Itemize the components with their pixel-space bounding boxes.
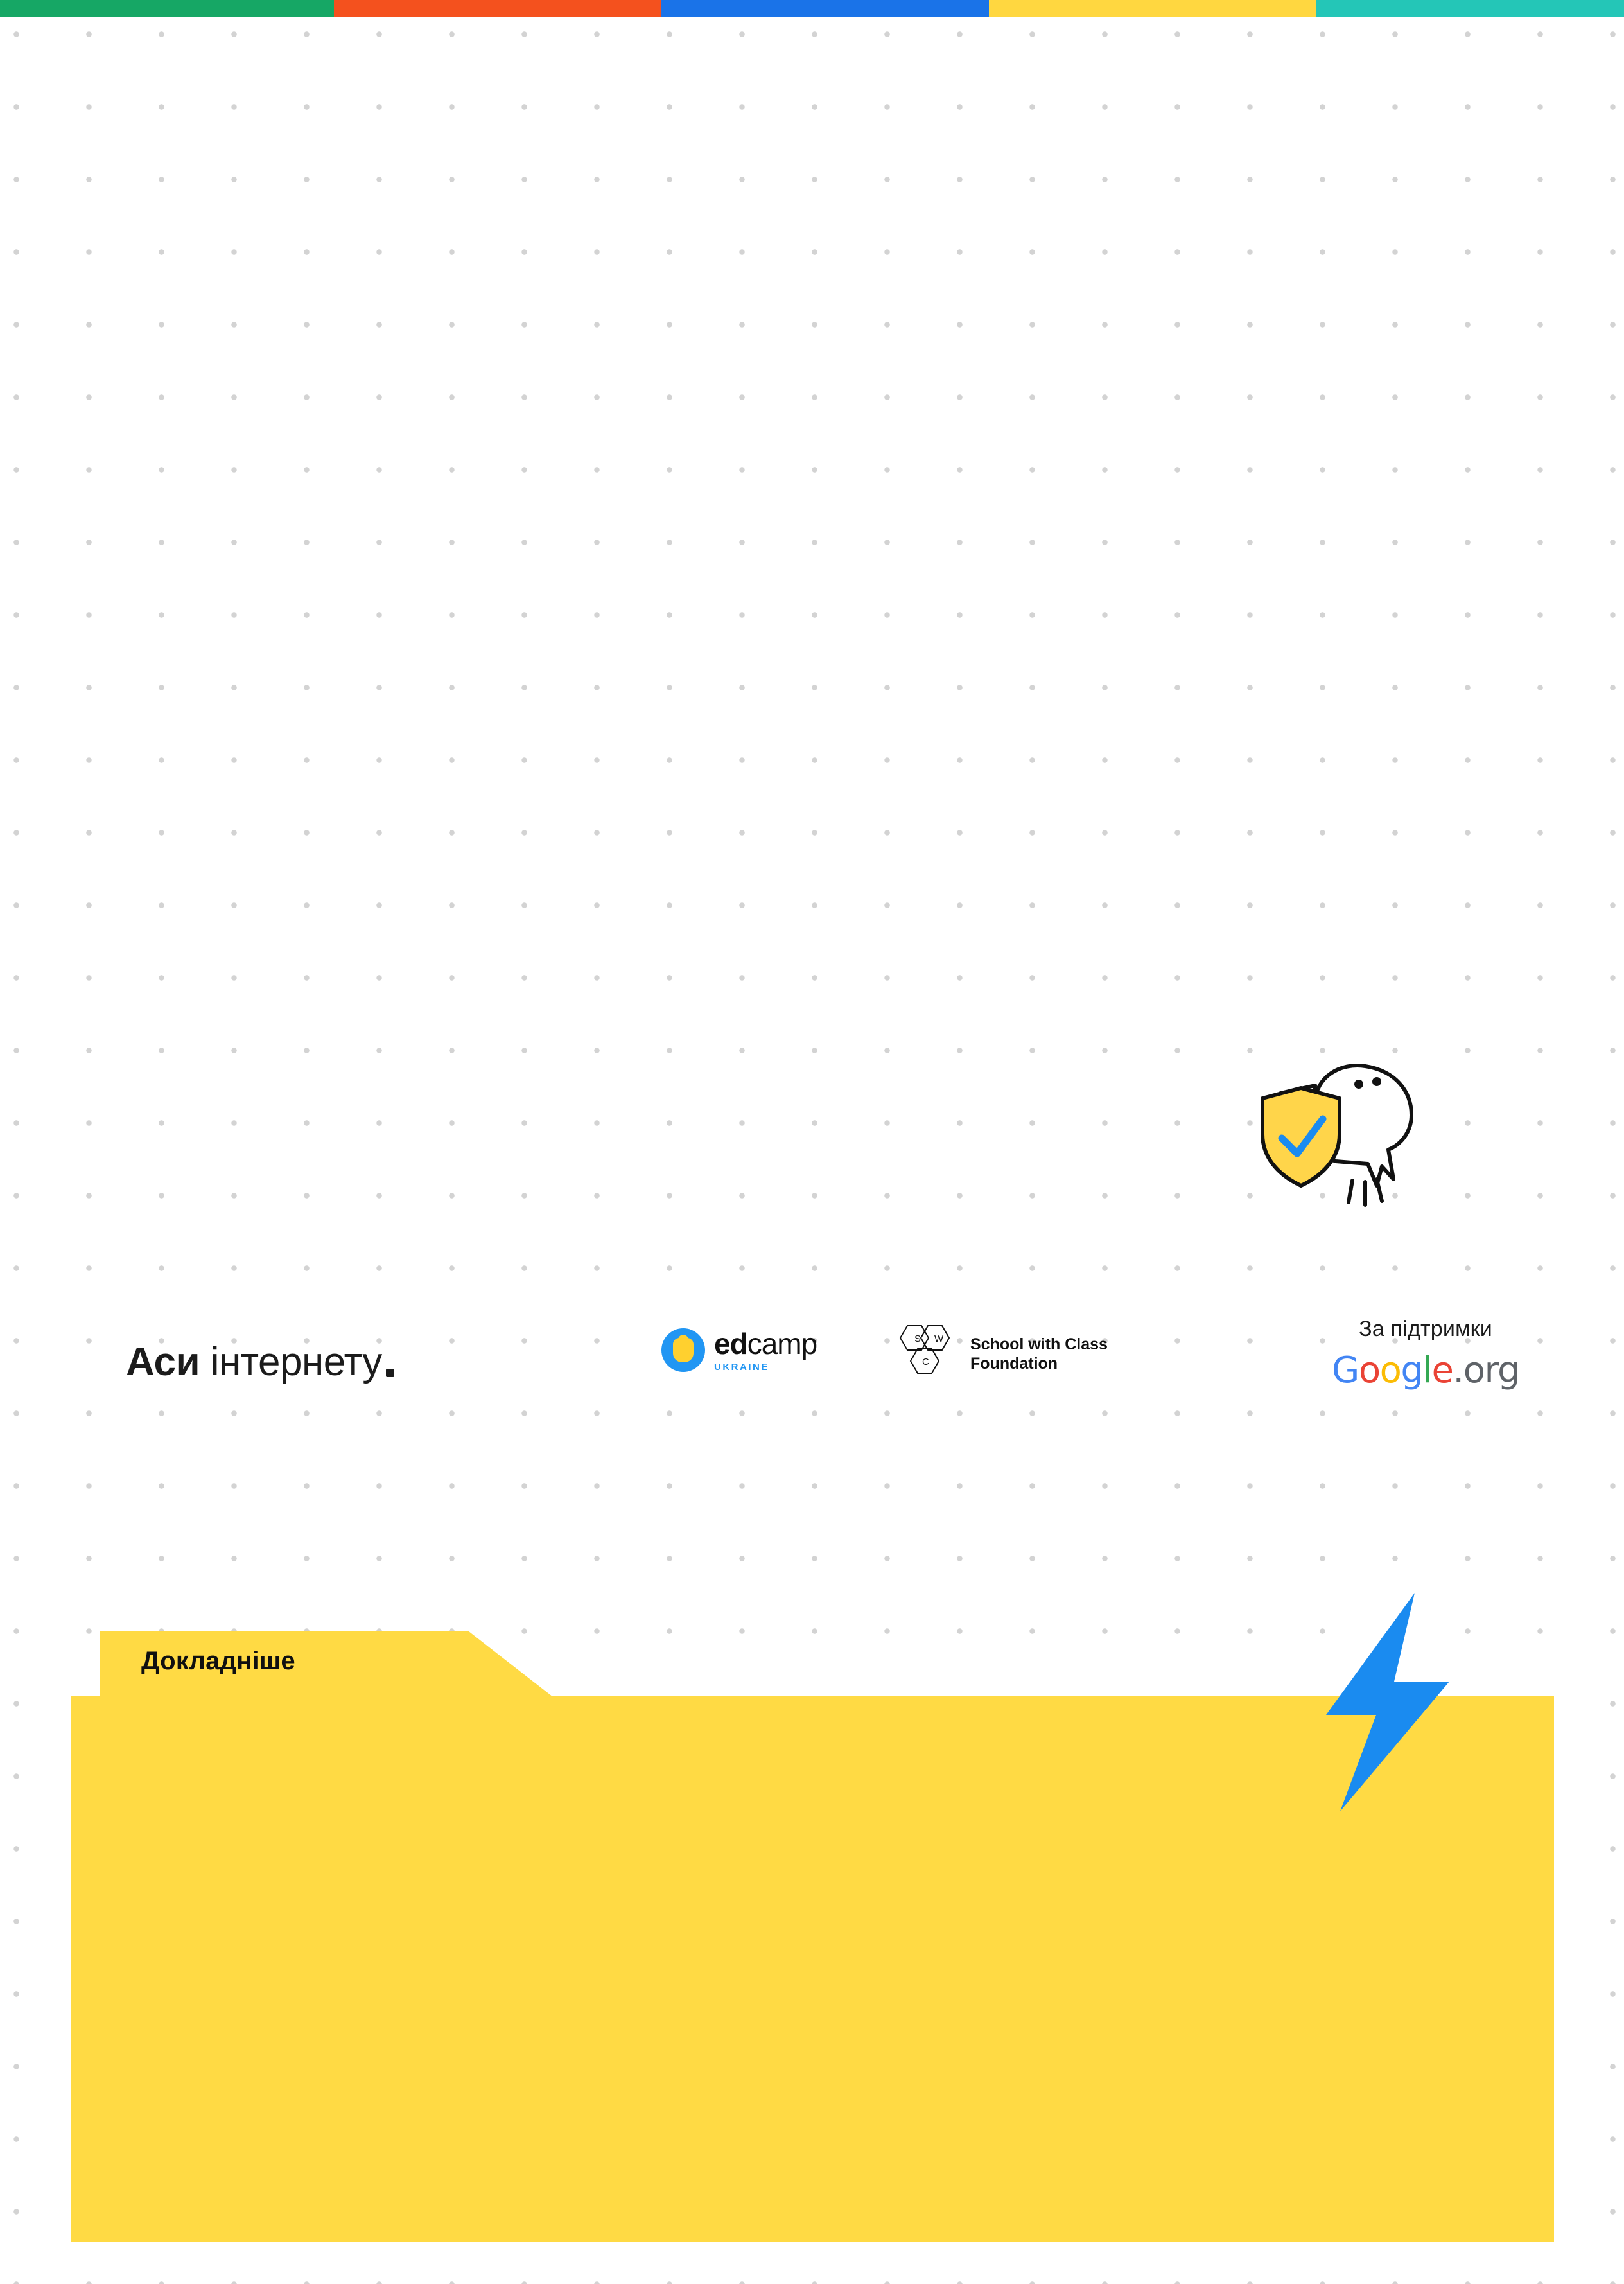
svg-text:C: C: [922, 1357, 929, 1367]
asy-logo-light: інтернету: [200, 1340, 382, 1384]
google-org-logo: [1323, 1349, 1528, 1391]
swc-line-1: School with Class: [970, 1335, 1108, 1353]
google-letter-g2: g: [1401, 1349, 1423, 1391]
swc-logo-text: [970, 1335, 1108, 1374]
google-org-suffix: .org: [1453, 1349, 1520, 1391]
topbar-segment-teal: [1316, 0, 1624, 17]
svg-text:W: W: [934, 1333, 944, 1344]
school-with-class-logo: [889, 1322, 1108, 1386]
google-letter-e: e: [1431, 1349, 1453, 1391]
support-block: [1323, 1317, 1528, 1391]
bird-mascot-icon: [1239, 1053, 1432, 1220]
lightning-bolt-icon: [1300, 1593, 1480, 1811]
edcamp-logo-text: [714, 1326, 817, 1373]
folder-tab-label: Докладніше: [141, 1647, 295, 1675]
topbar-segment-yellow: [989, 0, 1316, 17]
google-letter-o1: o: [1358, 1349, 1380, 1391]
edcamp-logo: [661, 1328, 817, 1372]
edcamp-wordmark: [714, 1326, 817, 1360]
asy-interneta-logo: [126, 1339, 394, 1385]
edcamp-word-light: camp: [747, 1326, 817, 1360]
topbar-segment-blue: [661, 0, 989, 17]
google-letter-g1: G: [1331, 1349, 1359, 1391]
asy-logo-dot: [386, 1369, 394, 1377]
edcamp-word-bold: ed: [714, 1326, 747, 1360]
topbar-segment-red: [334, 0, 661, 17]
top-color-bar: [0, 0, 1624, 17]
asy-logo-bold: Аси: [126, 1340, 200, 1384]
google-letter-l: l: [1422, 1349, 1432, 1391]
edcamp-subtitle: UKRAINE: [714, 1361, 769, 1373]
svg-text:S: S: [914, 1333, 921, 1344]
google-letter-o2: o: [1379, 1349, 1401, 1391]
swc-line-2: Foundation: [970, 1355, 1058, 1373]
swc-hexagon-icon: [889, 1322, 960, 1386]
support-label: За підтримки: [1359, 1317, 1492, 1341]
edcamp-mark-icon: [661, 1328, 705, 1372]
topbar-segment-green: [0, 0, 334, 17]
